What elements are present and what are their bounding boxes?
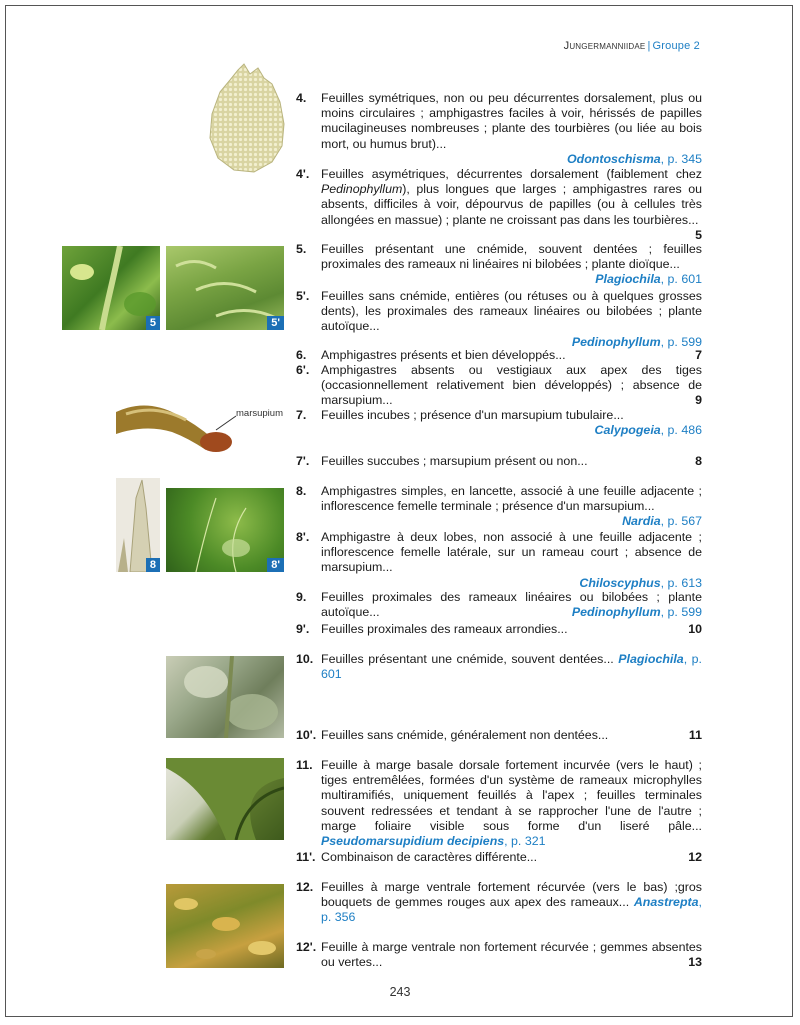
photo-odontoschisma <box>208 62 286 174</box>
photo-5b <box>166 246 284 330</box>
photo-8 <box>116 478 160 572</box>
lead-number[interactable]: 5 <box>695 227 702 242</box>
lead-number[interactable]: 9 <box>695 393 702 408</box>
genus-link[interactable]: Pedinophyllum <box>571 605 661 620</box>
genus-link[interactable]: Plagiochila <box>595 272 661 287</box>
key-entry-6b: 6'. Amphigastres absents ou vestigiaux aux apex des tiges (occasionnellement relativement bien développés) ; absence de marsupium... 9 <box>296 363 702 408</box>
lead-number[interactable]: 11 <box>688 728 702 742</box>
marsupium-pointer <box>212 414 238 434</box>
key-entry-12: 12. Feuilles à marge ventrale fortement récurvée (vers le bas) ;gros bouquets de gemmes rouges aux apex des rameaux... Anastrepta, p. 356 <box>296 880 702 925</box>
key-entry-8: 8. Amphigastres simples, en lancette, associé à une feuille adjacente ; inflorescence femelle terminale ; présence d'un marsupium... Nardia , p. 567 <box>296 484 702 529</box>
photo-12 <box>166 884 284 968</box>
lead-number[interactable]: 8 <box>695 454 702 468</box>
page-number: 243 <box>389 985 411 999</box>
key-entry-5: 5. Feuilles présentant une cnémide, souvent dentées ; feuilles proximales des rameaux ni linéaires ni bilobées ; plante dioïque... Plagiochila , p. 601 <box>296 242 702 287</box>
header-group: Groupe 2 <box>652 40 700 52</box>
genus-link[interactable]: Nardia <box>622 514 661 529</box>
badge-5: 5 <box>146 316 160 330</box>
genus-link[interactable]: Plagiochila <box>618 652 684 666</box>
key-entry-4: 4. Feuilles symétriques, non ou peu décurrentes dorsalement, plus ou moins circulaires ; amphigastres faciles à voir, hérissés de papilles mucilagineuses nombreuses ; plante des tourbières (ou liée au bois mort, ou humus brut)... Odontoschisma , p. 345 <box>296 91 702 166</box>
key-entry-10b: 10'. Feuilles sans cnémide, généralement non dentées... 11 <box>296 728 702 742</box>
key-entry-7b: 7'. Feuilles succubes ; marsupium présent ou non... 8 <box>296 454 702 468</box>
badge-8b: 8' <box>267 558 284 572</box>
lead-number[interactable]: 10 <box>688 622 702 636</box>
photo-10 <box>166 656 284 738</box>
key-entry-12b: 12'. Feuille à marge ventrale non fortement récurvée ; gemmes absentes ou vertes... 13 <box>296 940 702 970</box>
genus-link[interactable]: Pedinophyllum <box>571 334 661 349</box>
key-entry-5b: 5'. Feuilles sans cnémide, entières (ou rétuses ou à quelques grosses dents), les proximales des rameaux linéaires ou bilobées ; plante autoïque... Pedinophyllum , p. 599 <box>296 289 702 349</box>
header-section: Jungermanniidae <box>563 40 646 52</box>
genus-link[interactable]: Pseudomarsupidium decipiens <box>321 834 505 849</box>
key-entry-7: 7. Feuilles incubes ; présence d'un marsupium tubulaire... Calypogeia , p. 486 <box>296 408 702 438</box>
key-entry-9b: 9'. Feuilles proximales des rameaux arrondies... 10 <box>296 622 702 636</box>
key-entry-4b: 4'. Feuilles asymétriques, décurrentes dorsalement (faiblement chez Pedinophyllum), plus longues que larges ; amphigastres rares ou absents, difficiles à voir, dépourvus de papilles (ou à cellules très allongées en massue) ; plante ne croissant pas dans les tourbières... 5 <box>296 167 702 242</box>
photo-11 <box>166 758 284 840</box>
key-entry-9: 9. Feuilles proximales des rameaux linéaires ou bilobées ; plante autoïque... Pedinophyllum, p. 599 <box>296 590 702 620</box>
photo-8b <box>166 488 284 572</box>
genus-link[interactable]: Odontoschisma <box>567 151 661 166</box>
genus-link[interactable]: Anastrepta <box>633 895 699 910</box>
lead-number[interactable]: 7 <box>695 348 702 362</box>
marsupium-label: marsupium <box>236 408 283 419</box>
genus-link[interactable]: Chiloscyphus <box>579 575 661 590</box>
key-entry-11: 11. Feuille à marge basale dorsale fortement incurvée (vers le haut) ; tiges entremêlées, formées d'un système de rameaux microphylles multiramifiés, uniquement feuillés à l'apex ; feuilles terminales souvent redressées et tendant à se rapprocher l'une de l'autre ; marge foliaire visible sous forme d'un liseré pâle... Pseudomarsupidium decipiens, p. 321 <box>296 758 702 849</box>
genus-link[interactable]: Calypogeia <box>594 423 661 438</box>
key-entry-10: 10. Feuilles présentant une cnémide, souvent dentées... Plagiochila, p. 601 <box>296 652 703 682</box>
badge-8: 8 <box>146 558 160 572</box>
photo-5 <box>62 246 160 330</box>
key-entry-6: 6. Amphigastres présents et bien développés... 7 <box>296 348 702 362</box>
running-header: Jungermanniidae | Groupe 2 <box>563 40 700 52</box>
lead-number[interactable]: 13 <box>688 955 702 970</box>
badge-5b: 5' <box>267 316 284 330</box>
key-entry-11b: 11'. Combinaison de caractères différente... 12 <box>296 850 702 864</box>
key-entry-8b: 8'. Amphigastre à deux lobes, non associé à une feuille adjacente ; inflorescence femelle latérale, sur un rameau court ; absence de marsupium... Chiloscyphus , p. 613 <box>296 530 702 590</box>
lead-number[interactable]: 12 <box>688 850 702 864</box>
